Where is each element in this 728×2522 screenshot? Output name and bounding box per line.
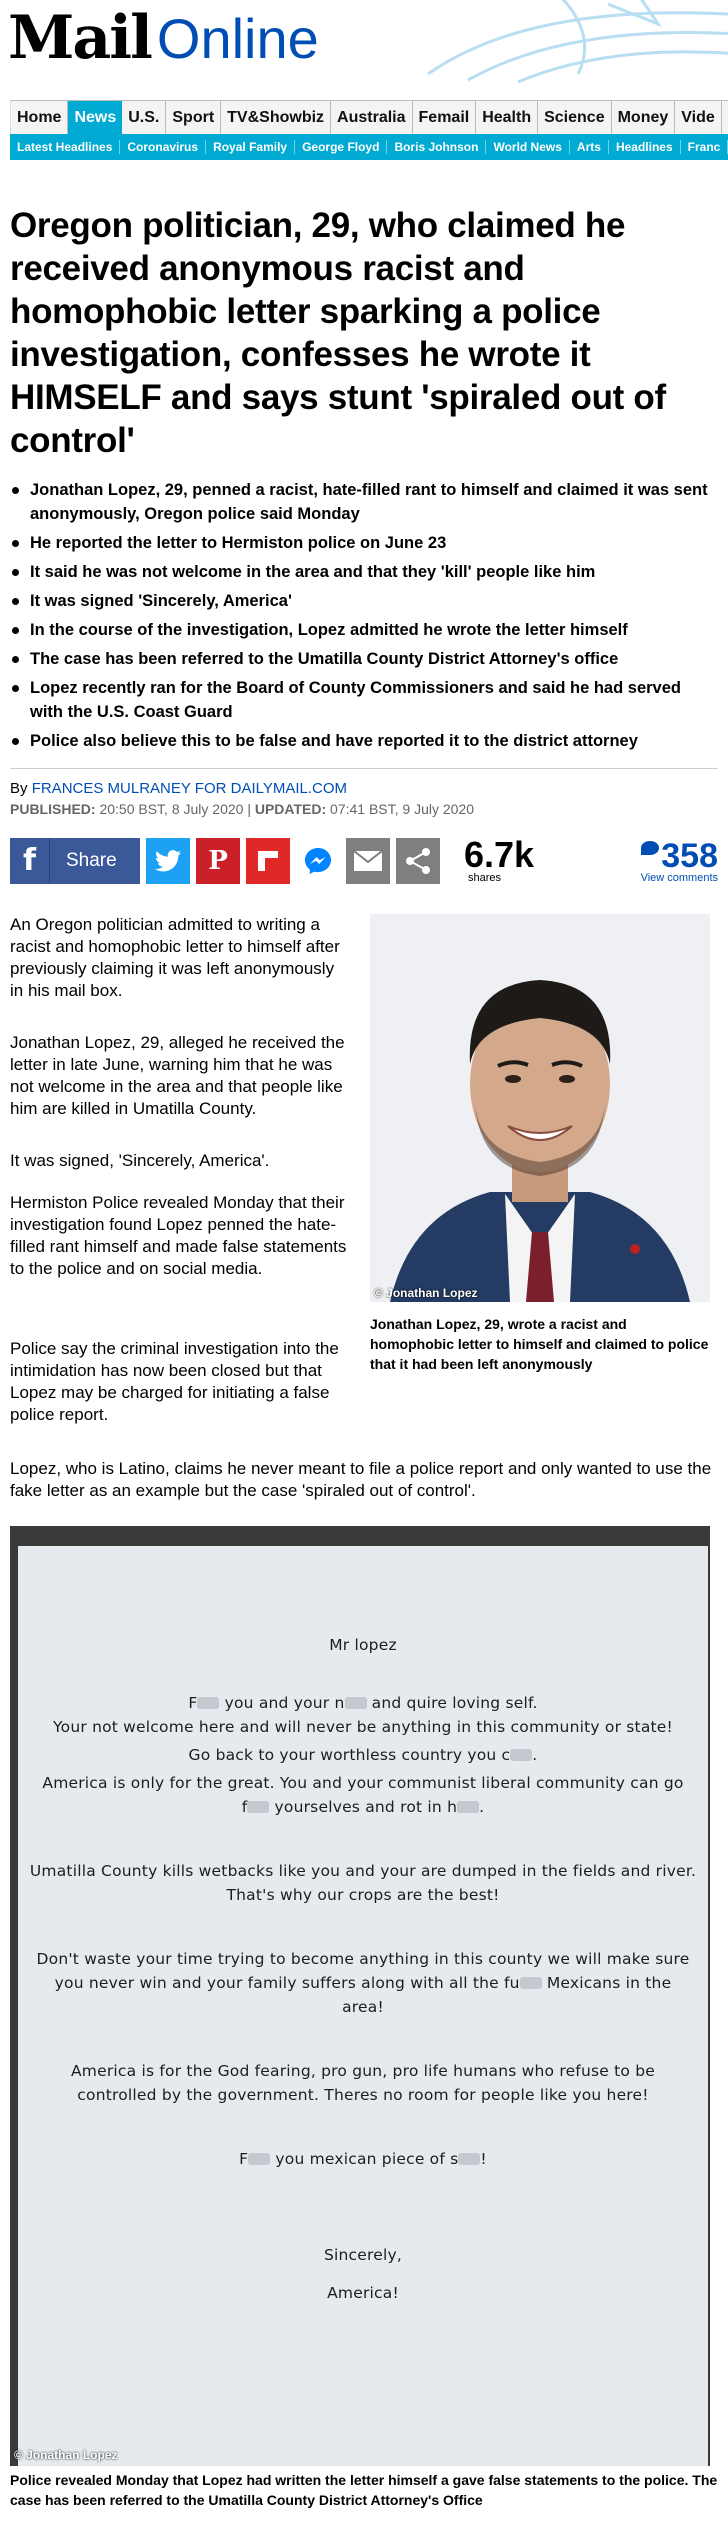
portrait-image[interactable]: [370, 914, 710, 1302]
email-icon: [353, 850, 383, 872]
author-link[interactable]: FRANCES MULRANEY FOR DAILYMAIL.COM: [31, 780, 348, 797]
nav-item-home[interactable]: Home: [11, 101, 68, 135]
twitter-share-button[interactable]: [146, 838, 190, 884]
letter-paper: [18, 1546, 708, 2466]
letter-text: yourselves and rot in h: [269, 1798, 458, 1816]
censor-blur: [248, 2153, 270, 2165]
censor-blur: [345, 1697, 367, 1709]
secondary-nav: [10, 134, 728, 160]
letter-line: [18, 1694, 708, 1712]
censor-blur: [458, 2153, 480, 2165]
nav-item-tvshowbiz[interactable]: TV&Showbiz: [221, 101, 331, 135]
messenger-share-button[interactable]: [296, 838, 340, 884]
article-paragraph: Lopez, who is Latino, claims he never meant to file a police report and only wanted to use the fake letter as an example but the case 'spiraled out of control'.: [10, 1459, 712, 1500]
twitter-icon: [155, 850, 181, 872]
letter-text: F: [188, 1694, 198, 1712]
summary-bullet: The case has been referred to the Umatilla County District Attorney's office: [10, 647, 718, 671]
flipboard-icon: [256, 849, 280, 873]
letter-text: you mexican piece of s: [270, 2150, 459, 2168]
updated-label: UPDATED:: [254, 801, 327, 817]
letter-line: [18, 2150, 708, 2168]
site-logo[interactable]: [8, 0, 319, 76]
letter-caption: Police revealed Monday that Lopez had written the letter himself a gave false statements to the police. The case has been referred to the Umatilla County District Attorney's Office: [10, 2472, 718, 2508]
comment-bubble-icon: [641, 841, 659, 855]
subnav-boris-johnson[interactable]: Boris Johnson: [387, 140, 486, 154]
nav-item-money[interactable]: Money: [612, 101, 676, 135]
censor-blur: [510, 1749, 532, 1761]
letter-line: controlled by the government. Theres no room for people like you here!: [77, 2086, 649, 2104]
letter-text: !: [480, 2150, 487, 2168]
nav-item-us[interactable]: U.S.: [122, 101, 166, 135]
masthead-wing-decoration: [408, 0, 728, 84]
byline: [10, 780, 347, 797]
letter-salutation: Mr lopez: [329, 1636, 397, 1654]
letter-text: Go back to your worthless country you c: [188, 1746, 511, 1764]
comment-count: 358: [661, 837, 718, 875]
subnav-coronavirus[interactable]: Coronavirus: [120, 140, 206, 154]
article-paragraph: Hermiston Police revealed Monday that their investigation found Lopez penned the hate-filled rant himself and made false statements to the police and on social media.: [10, 1193, 347, 1278]
byline-prefix: By: [10, 780, 32, 797]
comments-link[interactable]: [598, 838, 718, 884]
letter-line: America is for the God fearing, pro gun, pro life humans who refuse to be: [71, 2062, 655, 2080]
published-label: PUBLISHED:: [10, 801, 96, 817]
article-paragraph: An Oregon politician admitted to writing a racist and homophobic letter to himself after previously claiming it was left anonymously in his mail box.: [10, 915, 340, 1000]
share-more-icon: [403, 846, 433, 876]
letter-credit: © Jonathan Lopez: [14, 2448, 118, 2462]
article-paragraph: Jonathan Lopez, 29, alleged he received the letter in late June, warning him that he was not welcome in the area and that people like him are killed in Umatilla County.: [10, 1033, 345, 1118]
letter-image[interactable]: [10, 1526, 710, 2466]
share-count: 6.7k: [464, 834, 535, 875]
masthead: [0, 0, 728, 92]
nav-item-health[interactable]: Health: [476, 101, 538, 135]
subnav-world-news[interactable]: World News: [486, 140, 569, 154]
summary-bullet: In the course of the investigation, Lopez admitted he wrote the letter himself: [10, 618, 718, 642]
nav-item-australia[interactable]: Australia: [331, 101, 412, 135]
portrait-credit: © Jonathan Lopez: [374, 1286, 478, 1300]
summary-bullet: Lopez recently ran for the Board of County Commissioners and said he had served with the U.S. Coast Guard: [10, 676, 718, 724]
portrait-illustration: [370, 914, 710, 1302]
nav-item-femail[interactable]: Femail: [413, 101, 477, 135]
summary-bullet: It was signed 'Sincerely, America': [10, 589, 718, 613]
subnav-latest-headlines[interactable]: Latest Headlines: [10, 140, 120, 154]
letter-line: Your not welcome here and will never be anything in this community or state!: [53, 1718, 673, 1736]
article-summary-list: [10, 478, 718, 758]
letter-line: Don't waste your time trying to become anything in this county we will make sure: [36, 1950, 690, 1968]
letter-text: f: [241, 1798, 248, 1816]
nav-item-science[interactable]: Science: [538, 101, 611, 135]
letter-line: America is only for the great. You and your communist liberal community can go: [42, 1774, 684, 1792]
more-share-button[interactable]: [396, 838, 440, 884]
censor-blur: [247, 1801, 269, 1813]
email-share-button[interactable]: [346, 838, 390, 884]
subnav-george-floyd[interactable]: George Floyd: [295, 140, 387, 154]
facebook-share-button[interactable]: [10, 838, 140, 884]
letter-line: [18, 1974, 708, 1992]
letter-line: That's why our crops are the best!: [226, 1886, 500, 1904]
facebook-share-label: Share: [66, 850, 117, 871]
article-paragraph: Police say the criminal investigation into the intimidation has now been closed but that Lopez may be charged for initiating a false police report.: [10, 1339, 339, 1424]
letter-text: F: [239, 2150, 249, 2168]
pinterest-share-button[interactable]: [196, 838, 240, 884]
letter-line: Umatilla County kills wetbacks like you and your are dumped in the fields and river.: [29, 1862, 697, 1880]
letter-text: .: [479, 1798, 485, 1816]
nav-item-sport[interactable]: Sport: [166, 101, 221, 135]
nav-item-video[interactable]: Vide: [675, 101, 722, 135]
censor-blur: [457, 1801, 479, 1813]
letter-text: .: [532, 1746, 538, 1764]
updated-date: 07:41 BST, 9 July 2020: [326, 801, 475, 817]
share-bar: [10, 836, 718, 886]
published-date: 20:50 BST, 8 July 2020 |: [95, 801, 255, 817]
summary-bullet: Police also believe this to be false and have reported it to the district attorney: [10, 729, 718, 753]
letter-line: [18, 1798, 708, 1816]
summary-bullet: It said he was not welcome in the area and that they 'kill' people like him: [10, 560, 718, 584]
portrait-caption: Jonathan Lopez, 29, wrote a racist and homophobic letter to himself and claimed to police that it had been left anonymously: [370, 1316, 709, 1372]
summary-bullet: He reported the letter to Hermiston police on June 23: [10, 531, 718, 555]
censor-blur: [520, 1977, 542, 1989]
byline-divider: [10, 768, 718, 769]
share-count-label: shares: [468, 872, 502, 884]
flipboard-share-button[interactable]: [246, 838, 290, 884]
summary-bullet: Jonathan Lopez, 29, penned a racist, hate-filled rant to himself and claimed it was sent anonymously, Oregon police said Monday: [10, 478, 718, 526]
facebook-icon: f: [10, 838, 50, 884]
article-headline: Oregon politician, 29, who claimed he received anonymous racist and homophobic letter sparking a police investigation, confesses he wrote it HIMSELF and says stunt 'spiraled out of control': [10, 206, 666, 460]
subnav-royal-family[interactable]: Royal Family: [206, 140, 295, 154]
nav-item-news[interactable]: News: [68, 101, 122, 135]
letter-text: and quire loving self.: [366, 1694, 538, 1712]
censor-blur: [197, 1697, 219, 1709]
letter-text: Mexicans in the: [541, 1974, 672, 1992]
article-dates: [10, 801, 474, 817]
letter-closing: Sincerely,: [323, 2246, 402, 2264]
subnav-france[interactable]: Franc: [681, 140, 728, 154]
pinterest-icon: P: [208, 846, 228, 876]
logo-online: Online: [156, 7, 319, 70]
view-comments-label: View comments: [640, 872, 718, 884]
primary-nav: [10, 100, 728, 134]
subnav-headlines[interactable]: Headlines: [609, 140, 681, 154]
letter-line: [18, 1746, 708, 1764]
logo-mail: Mail: [8, 3, 151, 73]
letter-signature: America!: [327, 2284, 399, 2302]
letter-text: you never win and your family suffers along with all the fu: [54, 1974, 520, 1992]
messenger-icon: [303, 846, 333, 876]
article-paragraph: It was signed, 'Sincerely, America'.: [10, 1151, 270, 1170]
letter-line: area!: [342, 1998, 384, 2016]
subnav-arts[interactable]: Arts: [570, 140, 609, 154]
letter-text: you and your n: [219, 1694, 345, 1712]
